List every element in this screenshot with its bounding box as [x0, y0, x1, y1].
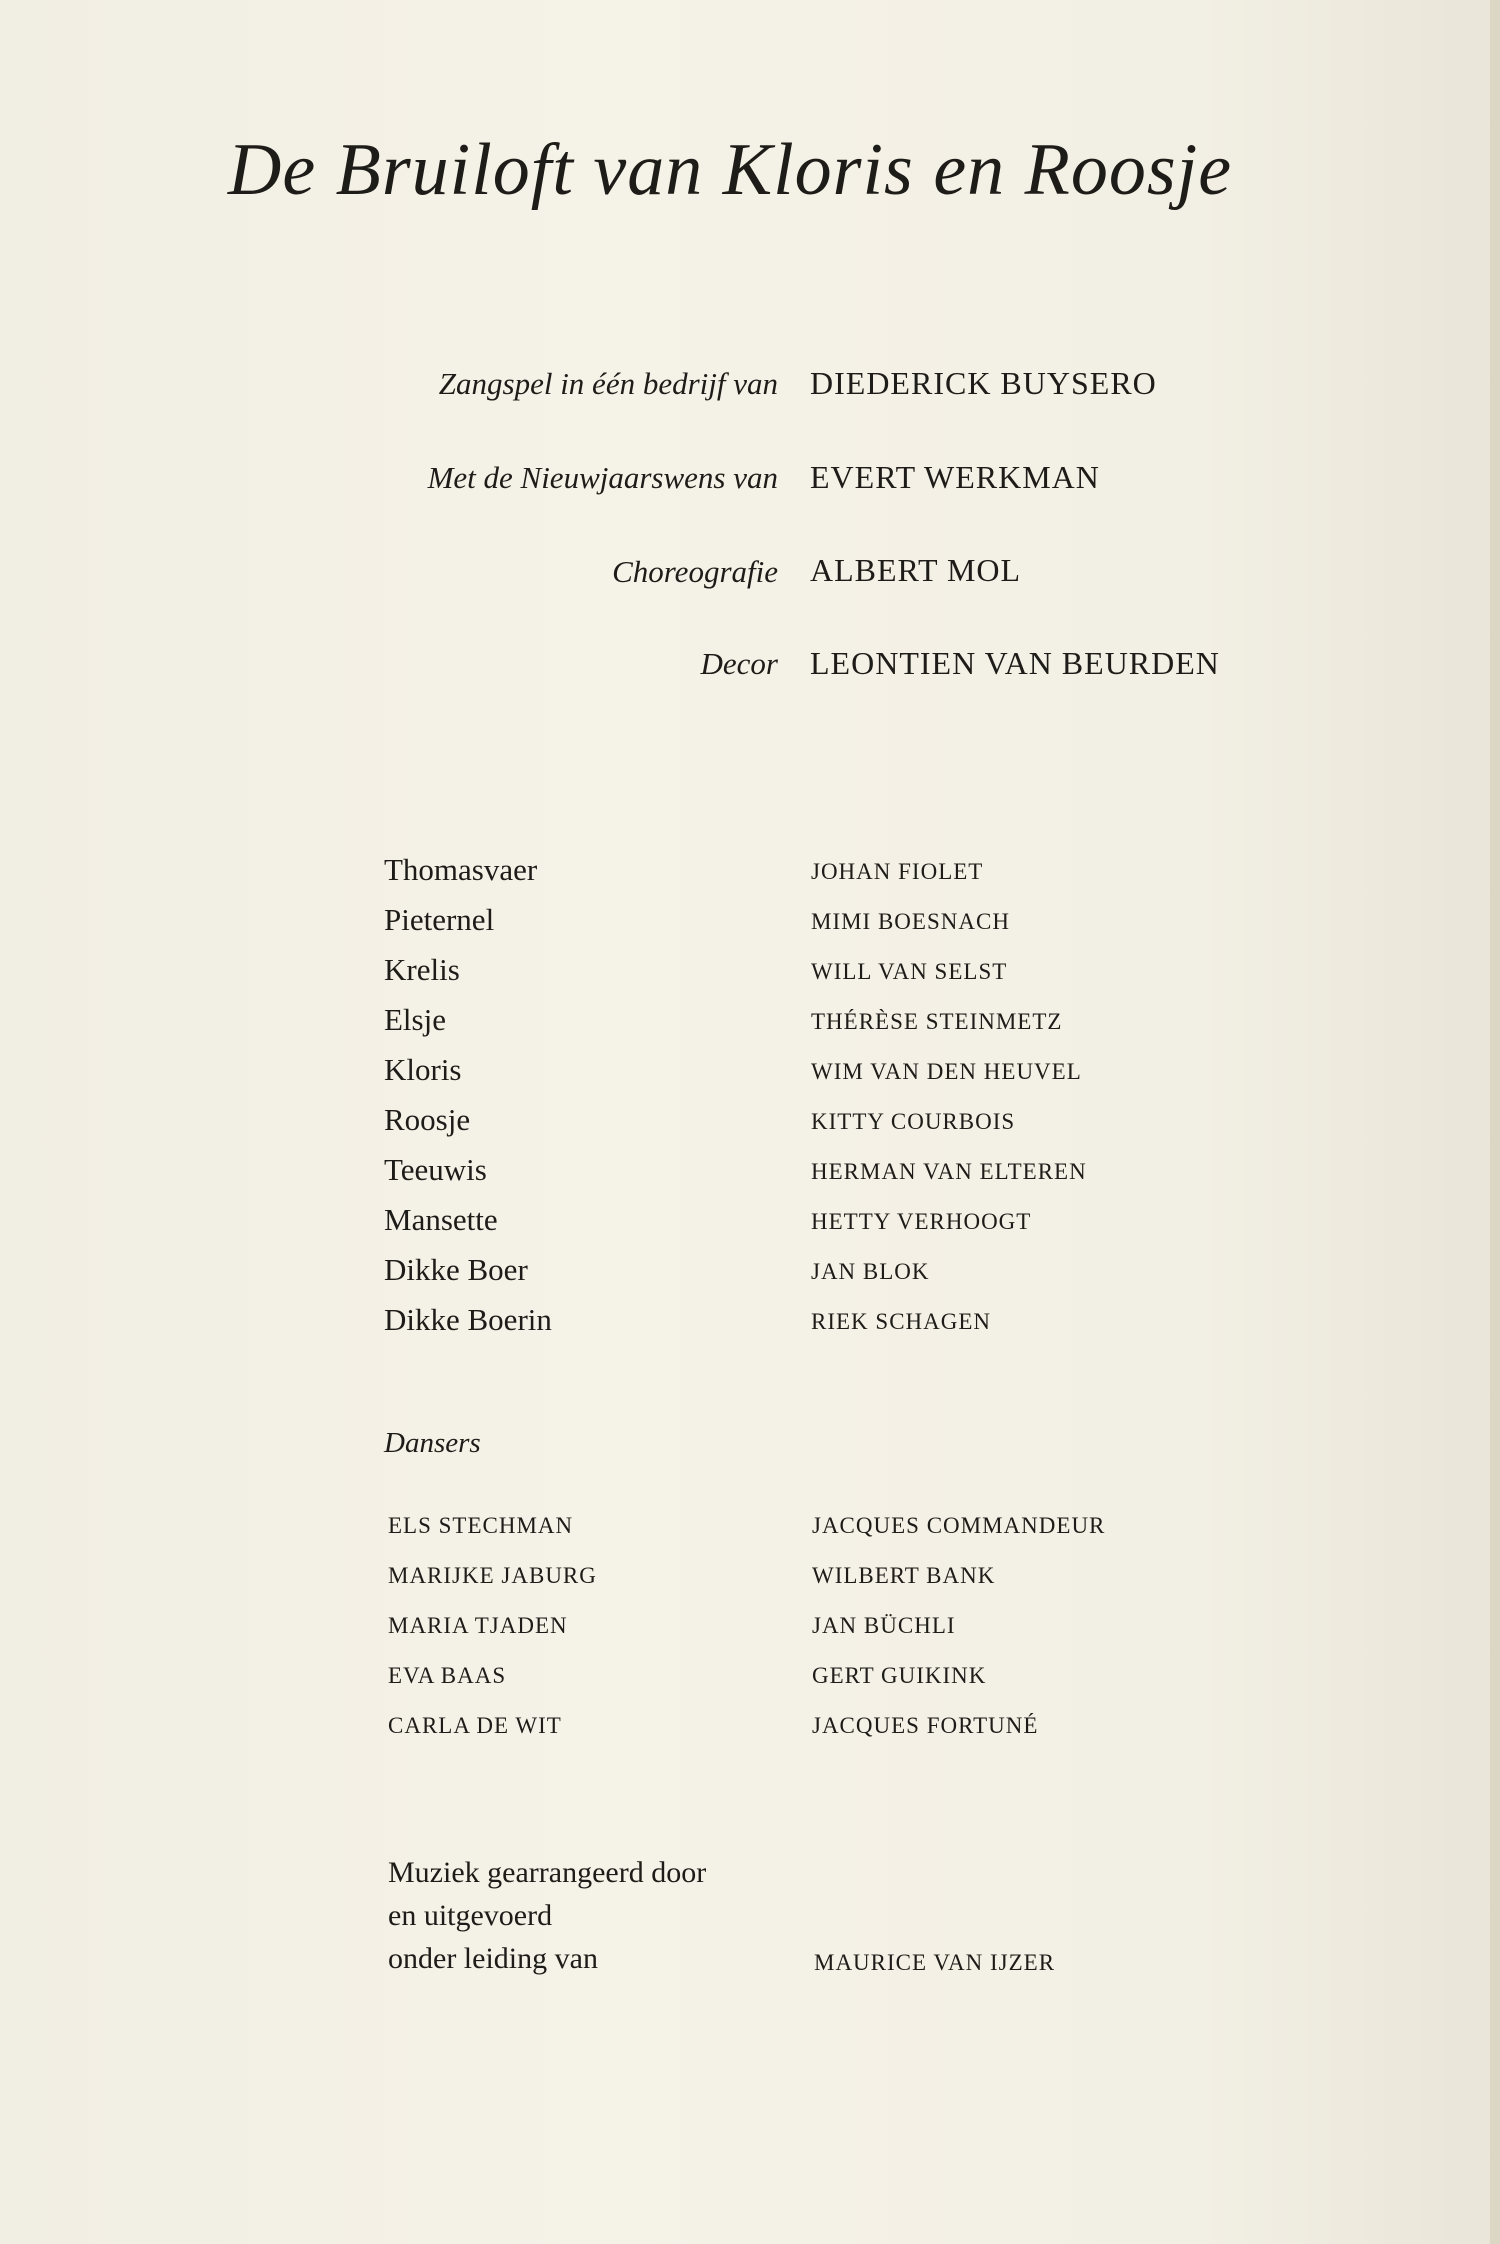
credit-value: LEONTIEN VAN BEURDEN [810, 645, 1220, 681]
cast-role: Thomasvaer [384, 852, 538, 887]
cast-actor: WILL VAN SELST [811, 959, 1008, 984]
cast-role: Pieternel [384, 902, 495, 937]
credit-value: EVERT WERKMAN [810, 459, 1100, 495]
cast-role: Mansette [384, 1202, 498, 1237]
dancer: MARIA TJADEN [388, 1613, 568, 1638]
cast-role: Roosje [384, 1102, 471, 1137]
cast-actor: MIMI BOESNACH [811, 909, 1010, 934]
conductor-name: MAURICE VAN IJZER [814, 1950, 1056, 1975]
dancer: WILBERT BANK [812, 1563, 996, 1588]
cast-actor: RIEK SCHAGEN [811, 1309, 992, 1334]
music-line: Muziek gearrangeerd door [388, 1856, 707, 1889]
cast-role: Dikke Boer [384, 1252, 528, 1287]
dancer: JACQUES FORTUNÉ [812, 1713, 1039, 1738]
dancer: JACQUES COMMANDEUR [812, 1513, 1106, 1538]
cast-actor: HETTY VERHOOGT [811, 1209, 1032, 1234]
cast-actor: JOHAN FIOLET [811, 859, 984, 884]
dancer: EVA BAAS [388, 1663, 507, 1688]
cast-role: Krelis [384, 952, 460, 987]
dancer: GERT GUIKINK [812, 1663, 987, 1688]
cast-actor: HERMAN VAN ELTEREN [811, 1159, 1087, 1184]
music-line: onder leiding van [388, 1942, 598, 1975]
cast-actor: WIM VAN DEN HEUVEL [811, 1059, 1082, 1084]
cast-actor: THÉRÈSE STEINMETZ [811, 1009, 1063, 1034]
page-edge [1490, 0, 1500, 2244]
cast-actor: KITTY COURBOIS [811, 1109, 1016, 1134]
dancer: ELS STECHMAN [388, 1513, 574, 1538]
credit-value: ALBERT MOL [810, 552, 1022, 588]
dancer: JAN BÜCHLI [812, 1613, 956, 1638]
credit-label: Decor [700, 646, 778, 681]
credit-label: Choreografie [612, 554, 778, 589]
cast-role: Kloris [384, 1052, 462, 1087]
dancer: CARLA DE WIT [388, 1713, 562, 1738]
cast-actor: JAN BLOK [811, 1259, 930, 1284]
credit-value: DIEDERICK BUYSERO [810, 365, 1157, 401]
music-line: en uitgevoerd [388, 1899, 553, 1932]
cast-role: Teeuwis [384, 1152, 487, 1187]
credit-label: Zangspel in één bedrijf van [438, 366, 778, 401]
cast-role: Elsje [384, 1002, 446, 1037]
dancer: MARIJKE JABURG [388, 1563, 597, 1588]
page-title: De Bruiloft van Kloris en Roosje [227, 129, 1233, 211]
dancers-heading: Dansers [384, 1427, 481, 1459]
cast-role: Dikke Boerin [384, 1302, 552, 1337]
credit-label: Met de Nieuwjaarswens van [427, 460, 778, 495]
